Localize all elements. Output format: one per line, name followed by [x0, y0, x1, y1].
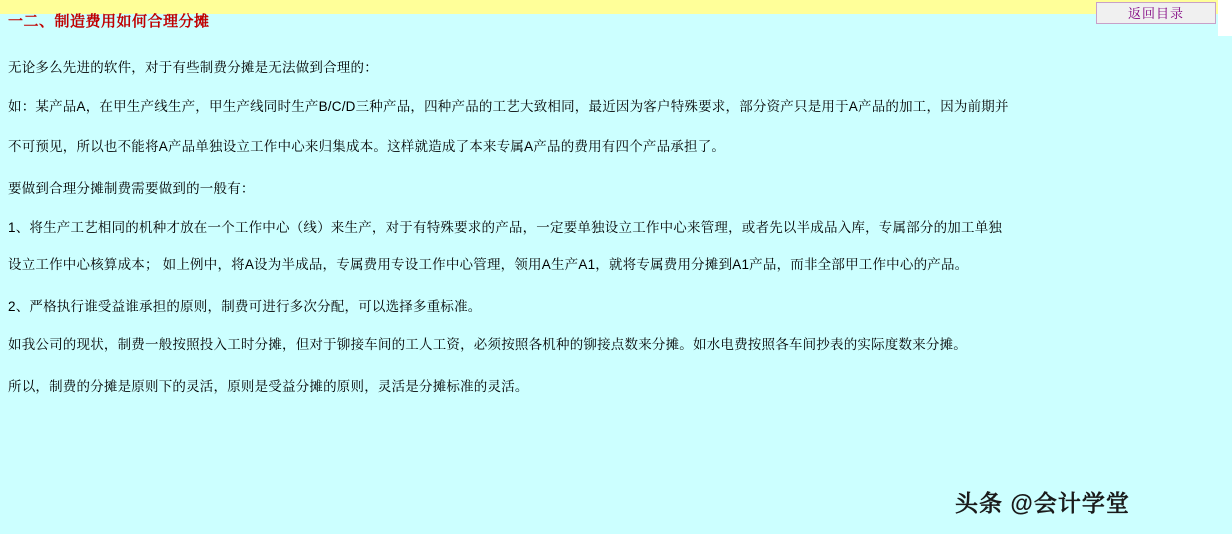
paragraph-6: 设立工作中心核算成本； 如上例中，将A设为半成品，专属费用专设工作中心管理，领用A生产A1，就将专属费用分摊到A1产品，而非全部甲工作中心的产品。	[8, 257, 969, 272]
paragraph-9: 所以，制费的分摊是原则下的灵活，原则是受益分摊的原则，灵活是分摊标准的灵活。	[8, 379, 529, 394]
paragraph-3: 不可预见，所以也不能将A产品单独设立工作中心来归集成本。这样就造成了本来专属A产品的费用有四个产品承担了。	[8, 139, 726, 154]
paragraph-8: 如我公司的现状，制费一般按照投入工时分摊，但对于铆接车间的工人工资，必须按照各机种的铆接点数来分摊。如水电费按照各车间抄表的实际度数来分摊。	[8, 337, 967, 352]
paragraph-4: 要做到合理分摊制费需要做到的一般有：	[8, 181, 255, 196]
paragraph-5: 1、将生产工艺相同的机种才放在一个工作中心（线）来生产，对于有特殊要求的产品，一定要单独设立工作中心来管理，或者先以半成品入库，专属部分的加工单独	[8, 220, 1003, 235]
paragraph-7: 2、严格执行谁受益谁承担的原则，制费可进行多次分配，可以选择多重标准。	[8, 299, 482, 314]
watermark-text: 头条 @会计学堂	[955, 490, 1130, 516]
return-to-contents-button[interactable]: 返回目录	[1096, 2, 1216, 24]
paragraph-2: 如：某产品A，在甲生产线生产，甲生产线同时生产B/C/D三种产品，四种产品的工艺大致相同，最近因为客户特殊要求，部分资产只是用于A产品的加工，因为前期并	[8, 99, 1009, 114]
top-right-white-gap	[1218, 0, 1232, 36]
paragraph-1: 无论多么先进的软件，对于有些制费分摊是无法做到合理的：	[8, 60, 378, 75]
section-heading: 一二、制造费用如何合理分摊	[8, 13, 210, 30]
